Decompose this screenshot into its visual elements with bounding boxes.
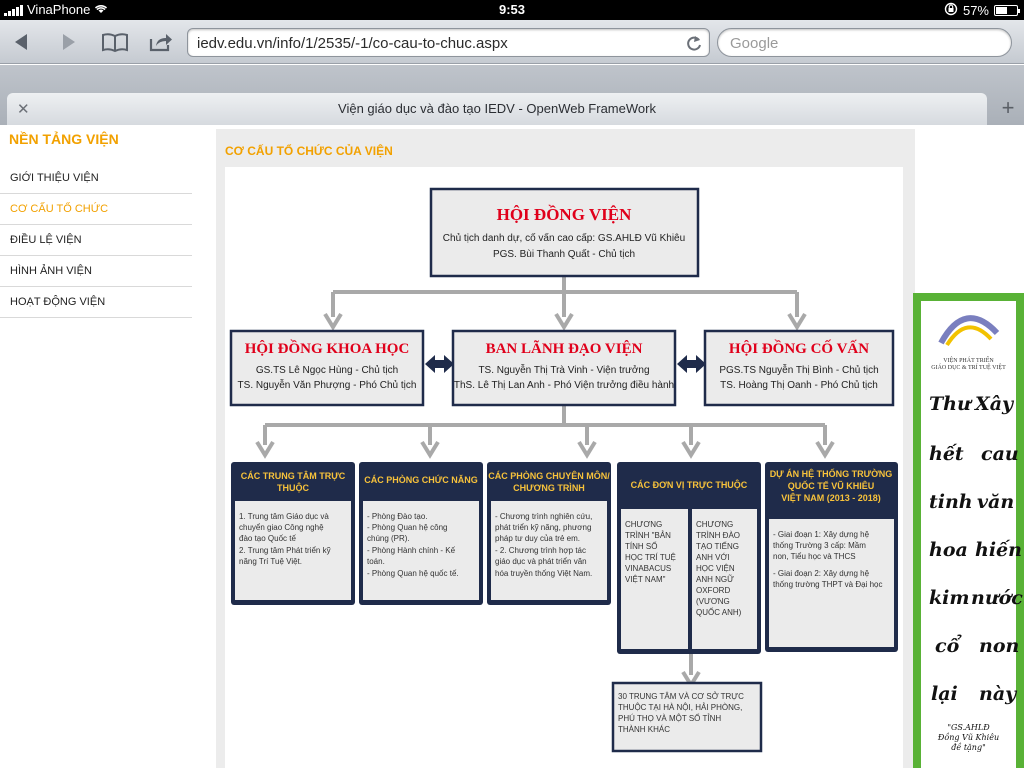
clock: 9:53 bbox=[498, 2, 526, 17]
callig-word-7: hoa bbox=[929, 539, 968, 561]
forward-button[interactable] bbox=[54, 28, 82, 56]
unit-centers-line-2: chuyển giao Công nghệ bbox=[239, 523, 324, 532]
unit-centers-line-4: 2. Trung tâm Phát triển kỹ bbox=[239, 546, 331, 555]
calligraphy-banner bbox=[913, 293, 1024, 768]
org-chart-svg bbox=[225, 167, 903, 768]
advisory-line-2: TS. Hoàng Thị Oanh - Phó Chủ tịch bbox=[720, 380, 878, 391]
callig-word-12: non bbox=[979, 635, 1020, 657]
advisory-title: HỘI ĐỒNG CỐ VẤN bbox=[728, 341, 870, 357]
affiliates-col1-line-4: HỌC TRÍ TUỆ bbox=[625, 553, 676, 562]
callig-word-9: kim bbox=[929, 587, 970, 609]
address-bar[interactable] bbox=[187, 28, 710, 57]
browser-toolbar bbox=[0, 20, 1024, 64]
unit-centers-title-2: THUỘC bbox=[277, 483, 309, 493]
branches-line-1: 30 TRUNG TÂM VÀ CƠ SỞ TRỰC bbox=[618, 692, 744, 701]
unit-school-project-box bbox=[765, 462, 898, 652]
banner-inner bbox=[921, 301, 1023, 768]
unit-programs-line-3: pháp tư duy của trẻ em. bbox=[495, 534, 580, 543]
branches-line-3: PHÚ THỌ VÀ MỘT SỐ TỈNH bbox=[618, 714, 722, 723]
logo-mark: IEDV bbox=[957, 337, 981, 348]
unit-affiliates-title: CÁC ĐƠN VỊ TRỰC THUỘC bbox=[630, 480, 748, 490]
affiliates-col1-line-2: TRÌNH "BẢN bbox=[625, 531, 671, 540]
affiliates-col2-line-6: ANH NGỮ bbox=[696, 575, 734, 584]
sidebar-heading: NỀN TẢNG VIỆN bbox=[9, 131, 119, 147]
callig-word-13: lại bbox=[931, 683, 958, 705]
unit-functional-line-5: toán. bbox=[367, 557, 385, 566]
unit-programs-title-1: CÁC PHÒNG CHUYÊN MÔN/ bbox=[488, 471, 610, 481]
unit-programs-line-1: - Chương trình nghiên cứu, bbox=[495, 512, 593, 521]
back-icon bbox=[11, 31, 33, 53]
close-tab-icon[interactable]: ✕ bbox=[17, 101, 30, 118]
affiliates-col2-line-8: (VƯƠNG bbox=[696, 597, 730, 606]
unit-centers-line-5: năng Trí Tuệ Việt. bbox=[239, 557, 303, 566]
sidebar-menu bbox=[0, 163, 192, 318]
unit-functional-line-3: chúng (PR). bbox=[367, 534, 410, 543]
council-line-2: PGS. Bùi Thanh Quất - Chủ tịch bbox=[492, 249, 636, 260]
affiliates-col1-line-3: TÍNH SỐ bbox=[625, 542, 658, 551]
unit-programs-line-5: giáo dục và phát triển văn bbox=[495, 557, 587, 566]
battery-percent: 57% bbox=[962, 3, 989, 18]
branches-box bbox=[613, 683, 761, 751]
tab-title: Viện giáo dục và đào tạo IEDV - OpenWeb FrameWork bbox=[338, 101, 656, 116]
affiliates-col2-line-1: CHƯƠNG bbox=[696, 520, 734, 529]
unit-functional-line-4: - Phòng Hành chính - Kế bbox=[367, 546, 456, 555]
url-text: iedv.edu.vn/info/1/2535/-1/co-cau-to-chuc.aspx bbox=[197, 35, 508, 52]
council-box bbox=[431, 189, 698, 276]
unit-programs-line-2: phát triển kỹ năng, phương bbox=[495, 523, 592, 532]
unit-functional-title: CÁC PHÒNG CHỨC NĂNG bbox=[364, 475, 478, 485]
branches-line-2: THUỘC TẠI HÀ NỘI, HẢI PHÒNG, bbox=[618, 703, 743, 712]
branches-line-4: THÀNH KHÁC bbox=[618, 725, 671, 734]
search-input[interactable] bbox=[730, 35, 990, 52]
council-line-1: Chủ tịch danh dự, cố vấn cao cấp: GS.AHLĐ Vũ Khiêu bbox=[442, 233, 686, 244]
school-project-title-3: VIỆT NAM (2013 - 2018) bbox=[781, 493, 881, 503]
school-project-title-2: QUỐC TẾ VŨ KHIÊU bbox=[787, 481, 875, 491]
reload-icon[interactable] bbox=[685, 31, 703, 59]
affiliates-col1-line-6: VIỆT NAM" bbox=[625, 575, 666, 584]
callig-word-5: tinh bbox=[929, 491, 973, 513]
tab-strip bbox=[0, 65, 1024, 125]
sidebar-item-hoat-dong[interactable]: HOẠT ĐỘNG VIỆN bbox=[0, 287, 192, 318]
affiliates-col2-line-4: ANH VỚI bbox=[696, 553, 730, 562]
plus-icon: + bbox=[1001, 95, 1015, 120]
sidebar bbox=[0, 125, 192, 318]
board-title: BAN LÃNH ĐẠO VIỆN bbox=[485, 341, 643, 357]
science-line-2: TS. Nguyễn Văn Phượng - Phó Chủ tịch bbox=[237, 380, 417, 391]
battery-icon bbox=[994, 5, 1018, 16]
unit-functional-line-6: - Phòng Quan hệ quốc tế. bbox=[367, 569, 459, 578]
school-project-line-4: - Giai đoạn 2: Xây dựng hệ bbox=[773, 569, 870, 578]
science-line-1: GS.TS Lê Ngọc Hùng - Chủ tịch bbox=[255, 365, 399, 376]
bookmarks-button[interactable] bbox=[100, 28, 130, 56]
connectors-top bbox=[325, 275, 805, 327]
back-button[interactable] bbox=[8, 28, 36, 56]
active-tab[interactable] bbox=[7, 93, 987, 125]
callig-word-6: văn bbox=[977, 491, 1015, 513]
status-right bbox=[944, 2, 1018, 19]
science-council-box bbox=[231, 331, 423, 405]
unit-programs-line-6: hóa truyền thống Việt Nam. bbox=[495, 569, 593, 578]
callig-word-3: hết bbox=[929, 443, 964, 465]
unit-functional-line-1: - Phòng Đào tạo. bbox=[367, 512, 428, 521]
callig-word-14: này bbox=[979, 683, 1017, 705]
org-chart bbox=[225, 167, 903, 768]
board-box bbox=[453, 331, 675, 405]
board-line-2: ThS. Lê Thị Lan Anh - Phó Viện trưởng điều hành bbox=[453, 380, 675, 391]
unit-centers-line-1: 1. Trung tâm Giáo dục và bbox=[239, 512, 329, 521]
unit-centers-box bbox=[231, 462, 355, 605]
school-project-title-1: DỰ ÁN HỆ THỐNG TRƯỜNG bbox=[769, 469, 893, 479]
affiliates-col2-line-9: QUỐC ANH) bbox=[696, 608, 742, 617]
page-title: CƠ CẤU TỔ CHỨC CỦA VIỆN bbox=[225, 144, 393, 158]
new-tab-button[interactable] bbox=[992, 93, 1024, 123]
affiliates-col2-line-2: TRÌNH ĐÀO bbox=[696, 531, 740, 540]
affiliates-col1-line-5: VINABACUS bbox=[625, 564, 672, 573]
carrier-name: VinaPhone bbox=[27, 2, 91, 17]
unit-programs-title-2: CHƯƠNG TRÌNH bbox=[513, 483, 585, 493]
unit-affiliates-box bbox=[617, 462, 761, 654]
share-button[interactable] bbox=[146, 28, 176, 56]
share-icon bbox=[148, 31, 174, 53]
logo-line-1: VIỆN PHÁT TRIỂN bbox=[943, 358, 994, 364]
school-project-line-2: thống Trường 3 cấp: Mầm bbox=[773, 541, 866, 550]
affiliates-col2-line-3: TẠO TIẾNG bbox=[696, 542, 739, 551]
council-title: HỘI ĐỒNG VIỆN bbox=[496, 205, 632, 224]
unit-programs-line-4: - 2. Chương trình hợp tác bbox=[495, 546, 586, 555]
sidebar-item-gioi-thieu[interactable]: GIỚI THIỆU VIỆN bbox=[0, 163, 192, 194]
search-bar[interactable] bbox=[717, 28, 1012, 57]
school-project-line-5: thống trường THPT và Đại học bbox=[773, 580, 883, 589]
unit-centers-line-3: đào tạo Quốc tế bbox=[239, 534, 296, 543]
iedv-logo bbox=[935, 305, 1003, 355]
unit-centers-title-1: CÁC TRUNG TÂM TRỰC bbox=[240, 471, 346, 481]
signature-line-1: "GS.AHLĐ bbox=[947, 723, 990, 732]
callig-word-8: hiến bbox=[975, 539, 1022, 561]
callig-word-11: cổ bbox=[935, 635, 960, 657]
signature-line-3: đề tặng" bbox=[951, 743, 986, 752]
affiliates-col2-line-5: HỌC VIỆN bbox=[696, 564, 735, 573]
rotation-lock-icon bbox=[944, 2, 958, 19]
sidebar-item-dieu-le[interactable]: ĐIỀU LỆ VIỆN bbox=[0, 225, 192, 256]
school-project-line-1: - Giai đoạn 1: Xây dựng hệ bbox=[773, 530, 870, 539]
unit-functional-box bbox=[359, 462, 483, 605]
status-bar bbox=[0, 0, 1024, 20]
sidebar-item-co-cau[interactable]: CƠ CẤU TỔ CHỨC bbox=[0, 194, 192, 225]
callig-word-10: nước bbox=[971, 587, 1023, 609]
signature-line-2: Đồng Vũ Khiêu bbox=[937, 733, 1000, 742]
unit-programs-box bbox=[487, 462, 611, 605]
affiliates-col2-line-7: OXFORD bbox=[696, 586, 731, 595]
callig-word-1: Thư bbox=[929, 393, 971, 415]
advisory-line-1: PGS.TS Nguyễn Thị Bình - Chủ tịch bbox=[719, 365, 879, 376]
callig-word-4: cau bbox=[981, 443, 1019, 465]
main-content bbox=[216, 129, 915, 768]
logo-line-2: GIÁO DỤC & TRÍ TUỆ VIỆT bbox=[931, 365, 1006, 371]
bookmarks-icon bbox=[101, 31, 129, 53]
sidebar-item-hinh-anh[interactable]: HÌNH ẢNH VIỆN bbox=[0, 256, 192, 287]
web-page bbox=[0, 125, 1024, 768]
unit-functional-line-2: - Phòng Quan hệ công bbox=[367, 523, 448, 532]
board-line-1: TS. Nguyễn Thị Trà Vinh - Viện trưởng bbox=[478, 365, 650, 376]
callig-word-2: Xây bbox=[975, 393, 1014, 415]
school-project-line-3: non, Tiểu học và THCS bbox=[773, 552, 856, 561]
affiliates-col1-line-1: CHƯƠNG bbox=[625, 520, 663, 529]
battery-level bbox=[996, 7, 1007, 14]
science-title: HỘI ĐỒNG KHOA HỌC bbox=[244, 341, 410, 357]
advisory-council-box bbox=[705, 331, 893, 405]
forward-icon bbox=[57, 31, 79, 53]
